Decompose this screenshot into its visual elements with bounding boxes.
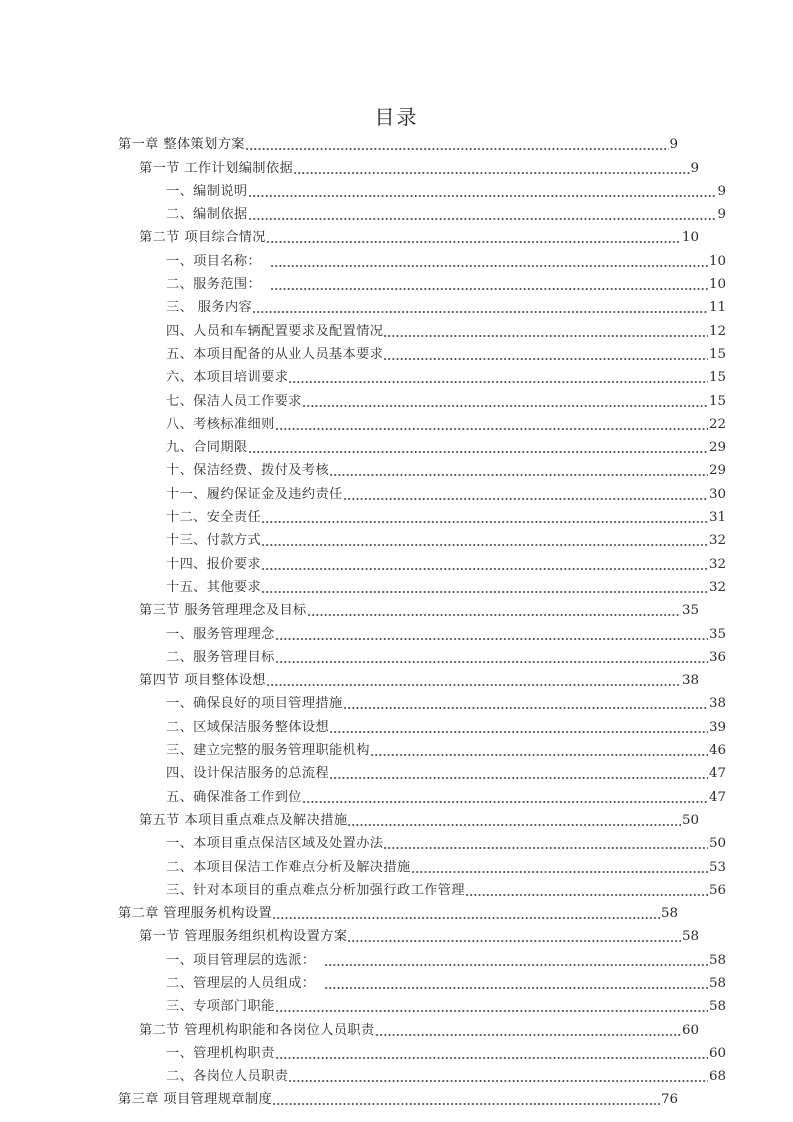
toc-entry-label: 一、项目名称： (166, 253, 262, 269)
toc-entry-page-number: 50 (708, 836, 726, 852)
toc-entry-page-number: 31 (708, 510, 726, 526)
toc-entry[interactable] (118, 550, 726, 573)
toc-entry-page-number: 46 (708, 743, 726, 759)
toc-entry-page-number: 76 (660, 1092, 678, 1108)
toc-entry[interactable] (118, 457, 726, 480)
toc-dot-leader (375, 1021, 682, 1040)
toc-entry-page-number: 35 (708, 626, 726, 642)
toc-entry-label: 十四、报价要求 (166, 556, 262, 572)
toc-entry-page-number: 9 (717, 207, 726, 223)
toc-dot-leader (329, 461, 708, 480)
toc-entry-page-number: 58 (681, 929, 699, 945)
toc-dot-leader (347, 927, 681, 946)
toc-dot-leader (261, 531, 708, 550)
toc-dot-leader (272, 1090, 660, 1109)
toc-dot-leader (307, 601, 682, 620)
toc-entry-label: 三、针对本项目的重点难点分析加强行政工作管理 (166, 882, 465, 898)
toc-entry-page-number: 15 (708, 370, 726, 386)
toc-entry-label: 十一、履约保证金及违约责任 (166, 486, 343, 502)
toc-entry-label: 十、保洁经费、拨付及考核 (166, 463, 330, 479)
toc-entry-page-number: 58 (708, 999, 726, 1015)
toc-entry-label: 三、 服务内容 (166, 300, 253, 316)
toc-entry-page-number: 32 (708, 533, 726, 549)
toc-entry[interactable] (118, 807, 699, 830)
toc-entry[interactable] (118, 690, 726, 713)
toc-dot-leader (275, 625, 709, 644)
toc-entry[interactable] (118, 877, 726, 900)
toc-entry-page-number: 15 (708, 393, 726, 409)
toc-entry-page-number: 38 (708, 696, 726, 712)
toc-entry[interactable] (118, 900, 678, 923)
toc-dot-leader (288, 1067, 708, 1086)
toc-entry-label: 第二章 管理服务机构设置 (118, 906, 273, 922)
toc-entry-page-number: 58 (660, 906, 678, 922)
toc-dot-leader (343, 485, 709, 504)
toc-entry-page-number: 38 (681, 673, 699, 689)
toc-entry-label: 一、本项目重点保洁区域及处置办法 (166, 836, 384, 852)
toc-entry[interactable] (118, 131, 678, 154)
toc-dot-leader (383, 834, 708, 853)
toc-entry-page-number: 39 (708, 719, 726, 735)
toc-entry-page-number: 58 (708, 952, 726, 968)
toc-dot-leader (248, 438, 709, 457)
toc-dot-leader (275, 648, 709, 667)
toc-entry[interactable] (118, 737, 726, 760)
toc-entry[interactable] (118, 923, 699, 946)
toc-entry-label: 第五节 本项目重点难点及解决措施 (139, 812, 348, 828)
toc-entry-page-number: 58 (708, 975, 726, 991)
toc-entry-page-number: 12 (708, 323, 726, 339)
toc-dot-leader (324, 974, 708, 993)
toc-entry-label: 第一章 整体策划方案 (118, 137, 245, 153)
toc-entry[interactable] (118, 946, 726, 969)
toc-entry-page-number: 9 (717, 183, 726, 199)
toc-dot-leader (411, 858, 709, 877)
toc-entry[interactable] (118, 154, 699, 177)
toc-entry-label: 三、专项部门职能 (166, 999, 275, 1015)
toc-dot-leader (302, 392, 709, 411)
toc-dot-leader (329, 764, 708, 783)
toc-entry[interactable] (118, 644, 726, 667)
toc-entry-page-number: 29 (708, 440, 726, 456)
toc-entry[interactable] (118, 970, 726, 993)
toc-entry-label: 第一节 工作计划编制依据 (139, 160, 294, 176)
toc-entry[interactable] (118, 713, 726, 736)
toc-dot-leader (329, 718, 708, 737)
toc-entry-label: 四、人员和车辆配置要求及配置情况 (166, 323, 384, 339)
toc-entry[interactable] (118, 201, 726, 224)
toc-dot-leader (245, 135, 669, 154)
toc-dot-leader (248, 205, 717, 224)
toc-entry[interactable] (118, 178, 726, 201)
toc-entry[interactable] (118, 760, 726, 783)
toc-entry-label: 七、保洁人员工作要求 (166, 393, 302, 409)
toc-entry-label: 第三章 项目管理规章制度 (118, 1092, 273, 1108)
toc-entry[interactable] (118, 317, 726, 340)
toc-dot-leader (261, 578, 708, 597)
toc-entry-label: 二、管理层的人员组成： (166, 975, 316, 991)
toc-entry-label: 八、考核标准细则 (166, 416, 275, 432)
toc-dot-leader (248, 182, 717, 201)
toc-dot-leader (272, 904, 660, 923)
toc-entry-label: 十三、付款方式 (166, 533, 262, 549)
toc-entry[interactable] (118, 504, 726, 527)
toc-entry[interactable] (118, 993, 726, 1016)
toc-entry[interactable] (118, 224, 699, 247)
toc-entry-page-number: 15 (708, 346, 726, 362)
toc-entry-page-number: 60 (681, 1022, 699, 1038)
toc-entry[interactable] (118, 271, 726, 294)
toc-dot-leader (261, 555, 708, 574)
toc-entry-label: 一、确保良好的项目管理措施 (166, 696, 343, 712)
toc-entry[interactable] (118, 1086, 678, 1109)
toc-entry-label: 九、合同期限 (166, 440, 248, 456)
toc-dot-leader (266, 671, 682, 690)
toc-entry-label: 一、管理机构职责 (166, 1045, 275, 1061)
table-of-contents (118, 131, 726, 1109)
toc-entry-label: 二、区域保洁服务整体设想 (166, 719, 330, 735)
toc-entry-label: 五、本项目配备的从业人员基本要求 (166, 346, 384, 362)
toc-entry-label: 第一节 管理服务组织机构设置方案 (139, 929, 348, 945)
toc-entry-label: 二、各岗位人员职责 (166, 1069, 289, 1085)
toc-entry[interactable] (118, 411, 726, 434)
toc-entry-page-number: 32 (708, 579, 726, 595)
toc-entry[interactable] (118, 364, 726, 387)
toc-entry-label: 六、本项目培训要求 (166, 370, 289, 386)
toc-entry-label: 十五、其他要求 (166, 579, 262, 595)
toc-entry-page-number: 10 (708, 277, 726, 293)
toc-entry-label: 第三节 服务管理理念及目标 (139, 603, 307, 619)
toc-entry-page-number: 10 (681, 230, 699, 246)
toc-entry-label: 二、服务范围： (166, 277, 262, 293)
toc-entry-page-number: 9 (669, 137, 678, 153)
toc-entry[interactable] (118, 830, 726, 853)
toc-entry[interactable] (118, 853, 726, 876)
toc-dot-leader (261, 508, 708, 527)
toc-dot-leader (288, 368, 708, 387)
toc-dot-leader (266, 228, 682, 247)
toc-entry-label: 第四节 项目整体设想 (139, 673, 266, 689)
toc-entry[interactable] (118, 1063, 726, 1086)
toc-entry-label: 一、服务管理理念 (166, 626, 275, 642)
toc-dot-leader (275, 997, 709, 1016)
toc-entry[interactable] (118, 620, 726, 643)
toc-entry-page-number: 68 (708, 1069, 726, 1085)
toc-entry-page-number: 50 (681, 812, 699, 828)
toc-dot-leader (383, 345, 708, 364)
toc-entry-page-number: 10 (708, 253, 726, 269)
toc-entry[interactable] (118, 667, 699, 690)
toc-dot-leader (252, 298, 708, 317)
toc-dot-leader (383, 322, 708, 341)
toc-dot-leader (270, 275, 708, 294)
toc-entry-page-number: 11 (708, 300, 726, 316)
toc-entry-label: 四、设计保洁服务的总流程 (166, 766, 330, 782)
toc-entry-label: 三、建立完整的服务管理职能机构 (166, 743, 370, 759)
toc-entry[interactable] (118, 480, 726, 503)
toc-entry[interactable] (118, 574, 726, 597)
toc-entry-label: 二、本项目保洁工作难点分析及解决措施 (166, 859, 411, 875)
toc-entry[interactable] (118, 247, 726, 270)
toc-dot-leader (370, 741, 709, 760)
toc-entry[interactable] (118, 434, 726, 457)
toc-entry-page-number: 32 (708, 556, 726, 572)
toc-entry[interactable] (118, 597, 699, 620)
toc-entry-page-number: 47 (708, 766, 726, 782)
toc-entry-label: 二、编制依据 (166, 207, 248, 223)
toc-entry[interactable] (118, 527, 726, 550)
toc-entry-label: 一、编制说明 (166, 183, 248, 199)
toc-entry-label: 第二节 项目综合情况 (139, 230, 266, 246)
toc-dot-leader (347, 811, 681, 830)
toc-entry[interactable] (118, 1040, 726, 1063)
toc-dot-leader (275, 415, 709, 434)
toc-dot-leader (465, 881, 709, 900)
toc-entry[interactable] (118, 294, 726, 317)
toc-dot-leader (324, 951, 708, 970)
toc-entry-label: 五、确保准备工作到位 (166, 789, 302, 805)
toc-entry[interactable] (118, 783, 726, 806)
toc-entry-page-number: 47 (708, 789, 726, 805)
toc-entry-page-number: 30 (708, 486, 726, 502)
toc-entry[interactable] (118, 387, 726, 410)
toc-dot-leader (270, 252, 708, 271)
toc-dot-leader (293, 159, 689, 178)
toc-entry-page-number: 60 (708, 1045, 726, 1061)
toc-entry-page-number: 29 (708, 463, 726, 479)
toc-entry-page-number: 22 (708, 416, 726, 432)
page-title: 目录 (374, 105, 419, 129)
toc-entry-label: 十二、安全责任 (166, 510, 262, 526)
toc-entry-label: 第二节 管理机构职能和各岗位人员职责 (139, 1022, 375, 1038)
toc-entry-page-number: 9 (690, 160, 699, 176)
toc-entry-page-number: 53 (708, 859, 726, 875)
toc-dot-leader (302, 788, 709, 807)
toc-entry[interactable] (118, 341, 726, 364)
toc-entry-page-number: 36 (708, 649, 726, 665)
toc-entry-label: 一、项目管理层的选派： (166, 952, 316, 968)
toc-dot-leader (275, 1044, 709, 1063)
toc-entry-page-number: 56 (708, 882, 726, 898)
toc-dot-leader (343, 694, 709, 713)
toc-entry-label: 二、服务管理目标 (166, 649, 275, 665)
toc-entry[interactable] (118, 1016, 699, 1039)
toc-entry-page-number: 35 (681, 603, 699, 619)
